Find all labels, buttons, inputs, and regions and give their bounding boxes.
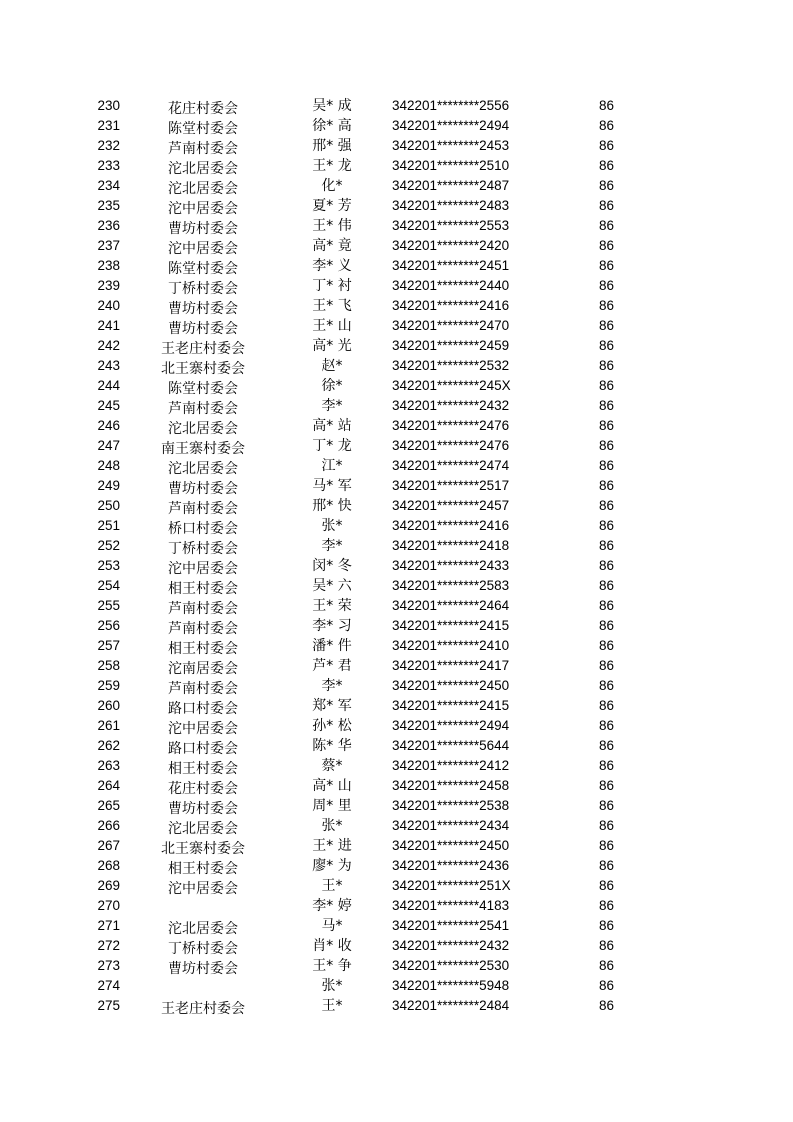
amount: 86 [598, 598, 614, 613]
person-name: 吴* 成 [312, 98, 352, 114]
committee-name: 沱中居委会 [168, 881, 238, 897]
table-row [0, 896, 793, 916]
committee-name: 曹坊村委会 [168, 321, 238, 337]
row-number: 231 [97, 118, 120, 133]
amount: 86 [598, 898, 614, 913]
amount: 86 [598, 658, 614, 673]
person-name: 徐* 高 [312, 118, 352, 134]
committee-name: 王老庄村委会 [161, 1001, 245, 1017]
person-name: 赵* [321, 358, 343, 374]
row-number: 236 [97, 218, 120, 233]
committee-name: 芦南村委会 [168, 401, 238, 417]
id-number: 342201********2433 [392, 558, 510, 573]
id-number: 342201********2532 [392, 358, 510, 373]
committee-name: 沱中居委会 [168, 721, 238, 737]
committee-name: 花庄村委会 [168, 781, 238, 797]
amount: 86 [598, 238, 614, 253]
table-row [0, 836, 793, 856]
table-row [0, 996, 793, 1016]
table-row [0, 456, 793, 476]
row-number: 271 [97, 918, 120, 933]
id-number: 342201********2583 [392, 578, 510, 593]
row-number: 243 [97, 358, 120, 373]
row-number: 252 [97, 538, 120, 553]
table-row [0, 976, 793, 996]
amount: 86 [598, 878, 614, 893]
row-number: 263 [97, 758, 120, 773]
row-number: 262 [97, 738, 120, 753]
row-number: 245 [97, 398, 120, 413]
row-number: 274 [97, 978, 120, 993]
id-number: 342201********2410 [392, 638, 510, 653]
person-name: 张* [321, 978, 343, 994]
amount: 86 [598, 398, 614, 413]
table-row [0, 736, 793, 756]
row-number: 275 [97, 998, 120, 1013]
id-number: 342201********2538 [392, 798, 510, 813]
row-number: 238 [97, 258, 120, 273]
amount: 86 [598, 738, 614, 753]
id-number: 342201********2530 [392, 958, 510, 973]
committee-name: 沱北居委会 [168, 921, 238, 937]
amount: 86 [598, 438, 614, 453]
id-number: 342201********2416 [392, 518, 510, 533]
person-name: 江* [321, 458, 343, 474]
amount: 86 [598, 978, 614, 993]
person-name: 张* [321, 518, 343, 534]
person-name: 李* 习 [312, 618, 352, 634]
amount: 86 [598, 918, 614, 933]
table-row [0, 816, 793, 836]
table-row [0, 336, 793, 356]
table-row [0, 176, 793, 196]
person-name: 孙* 松 [312, 718, 352, 734]
table-row [0, 696, 793, 716]
table-row [0, 776, 793, 796]
row-number: 265 [97, 798, 120, 813]
amount: 86 [598, 318, 614, 333]
table-row [0, 276, 793, 296]
id-number: 342201********2453 [392, 138, 510, 153]
table-row [0, 376, 793, 396]
person-name: 周* 里 [312, 798, 352, 814]
row-number: 250 [97, 498, 120, 513]
committee-name: 曹坊村委会 [168, 301, 238, 317]
committee-name: 相王村委会 [168, 861, 238, 877]
amount: 86 [598, 118, 614, 133]
row-number: 249 [97, 478, 120, 493]
amount: 86 [598, 818, 614, 833]
row-number: 253 [97, 558, 120, 573]
id-number: 342201********2476 [392, 438, 510, 453]
table-row [0, 916, 793, 936]
table-row [0, 556, 793, 576]
committee-name: 芦南村委会 [168, 141, 238, 157]
table-row [0, 396, 793, 416]
table-body [0, 96, 793, 1016]
row-number: 255 [97, 598, 120, 613]
committee-name: 沱中居委会 [168, 201, 238, 217]
table-row [0, 716, 793, 736]
person-name: 廖* 为 [312, 858, 352, 874]
committee-name: 芦南村委会 [168, 621, 238, 637]
amount: 86 [598, 838, 614, 853]
id-number: 342201********2517 [392, 478, 510, 493]
id-number: 342201********2556 [392, 98, 510, 113]
id-number: 342201********2415 [392, 618, 510, 633]
person-name: 王* 伟 [312, 218, 352, 234]
person-name: 王* 龙 [312, 158, 352, 174]
person-name: 徐* [321, 378, 343, 394]
id-number: 342201********245X [392, 378, 511, 393]
table-row [0, 636, 793, 656]
committee-name: 沱中居委会 [168, 241, 238, 257]
committee-name: 沱北居委会 [168, 181, 238, 197]
committee-name: 陈堂村委会 [168, 261, 238, 277]
id-number: 342201********2432 [392, 938, 510, 953]
row-number: 247 [97, 438, 120, 453]
person-name: 王* 进 [312, 838, 352, 854]
person-name: 王* [321, 878, 343, 894]
id-number: 342201********2450 [392, 678, 510, 693]
amount: 86 [598, 178, 614, 193]
row-number: 239 [97, 278, 120, 293]
id-number: 342201********2487 [392, 178, 510, 193]
person-name: 王* 飞 [312, 298, 352, 314]
committee-name: 相王村委会 [168, 761, 238, 777]
committee-name: 南王寨村委会 [161, 441, 245, 457]
committee-name: 沱北居委会 [168, 161, 238, 177]
amount: 86 [598, 338, 614, 353]
table-row [0, 876, 793, 896]
person-name: 潘* 件 [312, 638, 352, 654]
person-name: 吴* 六 [312, 578, 352, 594]
row-number: 272 [97, 938, 120, 953]
id-number: 342201********2470 [392, 318, 510, 333]
table-row [0, 536, 793, 556]
person-name: 陈* 华 [312, 738, 352, 754]
committee-name: 北王寨村委会 [161, 841, 245, 857]
id-number: 342201********4183 [392, 898, 510, 913]
row-number: 273 [97, 958, 120, 973]
person-name: 邢* 快 [312, 498, 352, 514]
person-name: 李* [321, 398, 343, 414]
person-name: 蔡* [321, 758, 343, 774]
committee-name: 芦南村委会 [168, 501, 238, 517]
id-number: 342201********2432 [392, 398, 510, 413]
id-number: 342201********2420 [392, 238, 510, 253]
table-row [0, 476, 793, 496]
committee-name: 丁桥村委会 [168, 281, 238, 297]
person-name: 高* 竟 [312, 238, 352, 254]
row-number: 233 [97, 158, 120, 173]
person-name: 芦* 君 [312, 658, 352, 674]
table-row [0, 676, 793, 696]
row-number: 251 [97, 518, 120, 533]
table-row [0, 216, 793, 236]
id-number: 342201********2494 [392, 718, 510, 733]
id-number: 342201********5644 [392, 738, 510, 753]
row-number: 256 [97, 618, 120, 633]
committee-name: 王老庄村委会 [161, 341, 245, 357]
id-number: 342201********251X [392, 878, 511, 893]
committee-name: 路口村委会 [168, 741, 238, 757]
table-row [0, 856, 793, 876]
person-name: 李* [321, 678, 343, 694]
committee-name: 北王寨村委会 [161, 361, 245, 377]
amount: 86 [598, 678, 614, 693]
table-row [0, 296, 793, 316]
person-name: 李* 义 [312, 258, 352, 274]
table-row [0, 156, 793, 176]
committee-name: 曹坊村委会 [168, 221, 238, 237]
committee-name: 沱北居委会 [168, 821, 238, 837]
row-number: 230 [97, 98, 120, 113]
person-name: 化* [321, 178, 343, 194]
committee-name: 相王村委会 [168, 581, 238, 597]
committee-name: 花庄村委会 [168, 101, 238, 117]
amount: 86 [598, 218, 614, 233]
amount: 86 [598, 758, 614, 773]
id-number: 342201********2417 [392, 658, 510, 673]
table-row [0, 596, 793, 616]
row-number: 246 [97, 418, 120, 433]
committee-name: 桥口村委会 [168, 521, 238, 537]
id-number: 342201********2464 [392, 598, 510, 613]
row-number: 232 [97, 138, 120, 153]
committee-name: 陈堂村委会 [168, 381, 238, 397]
amount: 86 [598, 478, 614, 493]
amount: 86 [598, 258, 614, 273]
amount: 86 [598, 518, 614, 533]
person-name: 高* 山 [312, 778, 352, 794]
committee-name: 相王村委会 [168, 641, 238, 657]
amount: 86 [598, 778, 614, 793]
amount: 86 [598, 138, 614, 153]
table-row [0, 576, 793, 596]
amount: 86 [598, 158, 614, 173]
row-number: 240 [97, 298, 120, 313]
person-name: 马* 军 [312, 478, 352, 494]
row-number: 266 [97, 818, 120, 833]
table-row [0, 796, 793, 816]
id-number: 342201********2476 [392, 418, 510, 433]
committee-name: 沱北居委会 [168, 461, 238, 477]
table-row [0, 956, 793, 976]
row-number: 270 [97, 898, 120, 913]
person-name: 丁* 龙 [312, 438, 352, 454]
id-number: 342201********2412 [392, 758, 510, 773]
committee-name: 芦南村委会 [168, 681, 238, 697]
id-number: 342201********2434 [392, 818, 510, 833]
row-number: 258 [97, 658, 120, 673]
row-number: 235 [97, 198, 120, 213]
id-number: 342201********5948 [392, 978, 510, 993]
amount: 86 [598, 98, 614, 113]
amount: 86 [598, 578, 614, 593]
person-name: 马* [321, 918, 343, 934]
person-name: 李* [321, 538, 343, 554]
table-row [0, 656, 793, 676]
row-number: 269 [97, 878, 120, 893]
table-row [0, 116, 793, 136]
row-number: 254 [97, 578, 120, 593]
committee-name: 陈堂村委会 [168, 121, 238, 137]
person-name: 李* 婷 [312, 898, 352, 914]
committee-name: 沱北居委会 [168, 421, 238, 437]
person-name: 夏* 芳 [312, 198, 352, 214]
person-name: 肖* 收 [312, 938, 352, 954]
committee-name: 丁桥村委会 [168, 941, 238, 957]
committee-name: 曹坊村委会 [168, 961, 238, 977]
amount: 86 [598, 358, 614, 373]
table-row [0, 496, 793, 516]
amount: 86 [598, 198, 614, 213]
table-row [0, 416, 793, 436]
row-number: 260 [97, 698, 120, 713]
id-number: 342201********2483 [392, 198, 510, 213]
table-row [0, 516, 793, 536]
row-number: 242 [97, 338, 120, 353]
id-number: 342201********2474 [392, 458, 510, 473]
committee-name: 芦南村委会 [168, 601, 238, 617]
row-number: 241 [97, 318, 120, 333]
committee-name: 曹坊村委会 [168, 801, 238, 817]
person-name: 闵* 冬 [312, 558, 352, 574]
row-number: 234 [97, 178, 120, 193]
person-name: 张* [321, 818, 343, 834]
amount: 86 [598, 858, 614, 873]
id-number: 342201********2416 [392, 298, 510, 313]
amount: 86 [598, 418, 614, 433]
amount: 86 [598, 938, 614, 953]
person-name: 王* 荣 [312, 598, 352, 614]
committee-name: 沱南居委会 [168, 661, 238, 677]
table-row [0, 236, 793, 256]
row-number: 244 [97, 378, 120, 393]
amount: 86 [598, 378, 614, 393]
person-name: 丁* 衬 [312, 278, 352, 294]
table-row [0, 756, 793, 776]
row-number: 267 [97, 838, 120, 853]
id-number: 342201********2450 [392, 838, 510, 853]
id-number: 342201********2484 [392, 998, 510, 1013]
amount: 86 [598, 958, 614, 973]
id-number: 342201********2418 [392, 538, 510, 553]
person-name: 高* 光 [312, 338, 352, 354]
table-row [0, 316, 793, 336]
table-row [0, 936, 793, 956]
person-name: 王* 争 [312, 958, 352, 974]
table-row [0, 436, 793, 456]
row-number: 268 [97, 858, 120, 873]
row-number: 248 [97, 458, 120, 473]
amount: 86 [598, 298, 614, 313]
amount: 86 [598, 638, 614, 653]
amount: 86 [598, 498, 614, 513]
id-number: 342201********2458 [392, 778, 510, 793]
id-number: 342201********2436 [392, 858, 510, 873]
amount: 86 [598, 558, 614, 573]
person-name: 王* [321, 998, 343, 1014]
amount: 86 [598, 798, 614, 813]
committee-name: 曹坊村委会 [168, 481, 238, 497]
id-number: 342201********2553 [392, 218, 510, 233]
committee-name: 沱中居委会 [168, 561, 238, 577]
amount: 86 [598, 538, 614, 553]
row-number: 261 [97, 718, 120, 733]
row-number: 257 [97, 638, 120, 653]
amount: 86 [598, 718, 614, 733]
table-row [0, 256, 793, 276]
table-row [0, 96, 793, 116]
table-row [0, 356, 793, 376]
id-number: 342201********2457 [392, 498, 510, 513]
id-number: 342201********2459 [392, 338, 510, 353]
amount: 86 [598, 618, 614, 633]
id-number: 342201********2415 [392, 698, 510, 713]
row-number: 259 [97, 678, 120, 693]
amount: 86 [598, 998, 614, 1013]
amount: 86 [598, 698, 614, 713]
table-row [0, 136, 793, 156]
table-row [0, 616, 793, 636]
amount: 86 [598, 278, 614, 293]
row-number: 264 [97, 778, 120, 793]
table-row [0, 196, 793, 216]
person-name: 邢* 强 [312, 138, 352, 154]
committee-name: 丁桥村委会 [168, 541, 238, 557]
id-number: 342201********2451 [392, 258, 510, 273]
person-name: 王* 山 [312, 318, 352, 334]
id-number: 342201********2510 [392, 158, 510, 173]
row-number: 237 [97, 238, 120, 253]
person-name: 高* 站 [312, 418, 352, 434]
id-number: 342201********2440 [392, 278, 510, 293]
person-name: 郑* 军 [312, 698, 352, 714]
committee-name: 路口村委会 [168, 701, 238, 717]
amount: 86 [598, 458, 614, 473]
id-number: 342201********2541 [392, 918, 510, 933]
id-number: 342201********2494 [392, 118, 510, 133]
